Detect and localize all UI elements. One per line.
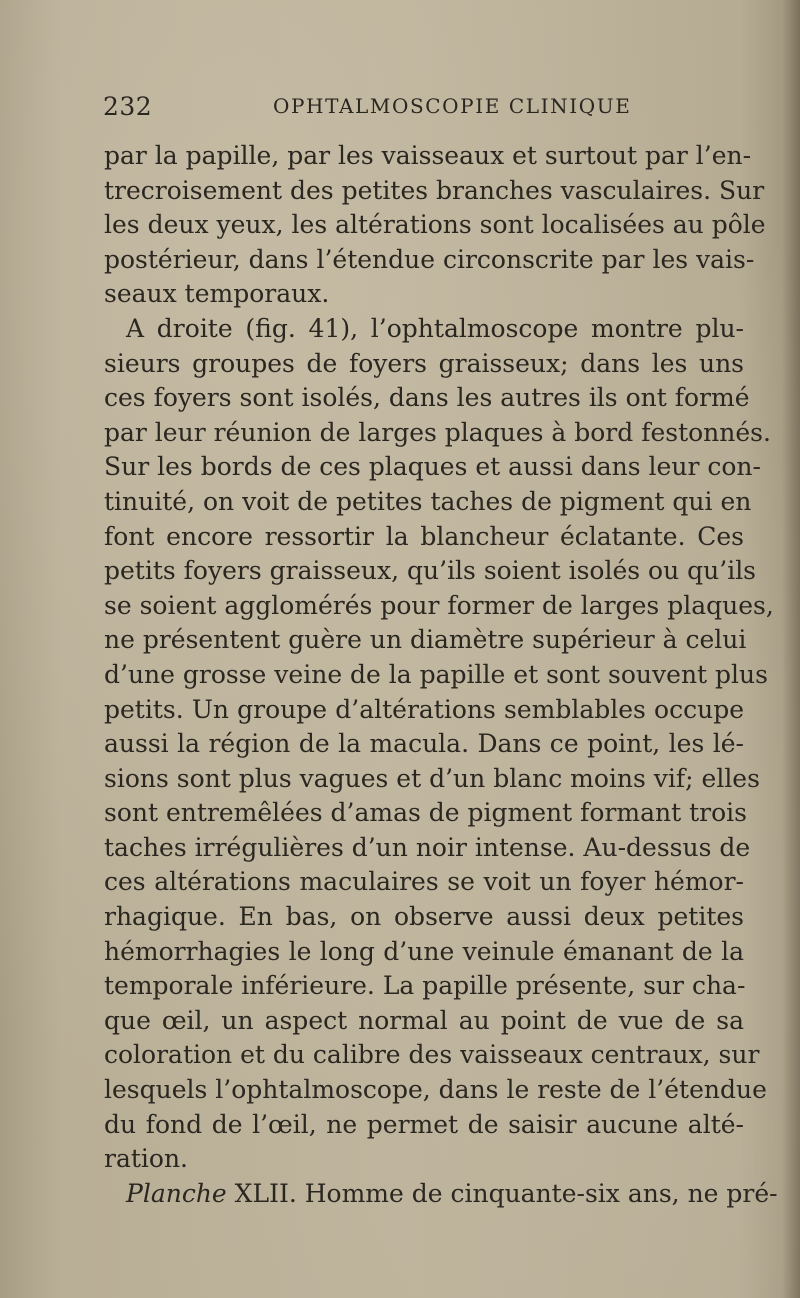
text-line: ces altérations maculaires se voit un foyer hémor-: [104, 867, 744, 897]
text-line: seaux temporaux.: [104, 279, 330, 309]
text-line: ces foyers sont isolés, dans les autres ils ont formé: [104, 383, 750, 413]
text-line: petits foyers graisseux, qu’ils soient isolés ou qu’ils: [104, 556, 757, 586]
text-line: Sur les bords de ces plaques et aussi dans leur con-: [104, 452, 761, 482]
text-line: coloration et du calibre des vaisseaux centraux, sur: [104, 1040, 760, 1070]
running-title: OPHTALMOSCOPIE CLINIQUE: [273, 94, 632, 118]
text-line: sions sont plus vagues et d’un blanc moins vif; elles: [104, 763, 760, 793]
text-line: font encore ressortir la blancheur éclatante. Ces: [104, 521, 744, 551]
text-line: petits. Un groupe d’altérations semblables occupe: [104, 694, 744, 724]
text-line: se soient agglomérés pour former de larges plaques,: [104, 590, 774, 620]
text-line: A droite (fig. 41), l’ophtalmoscope montre plu-: [126, 313, 744, 343]
text-line: d’une grosse veine de la papille et sont souvent plus: [104, 659, 768, 689]
text-line-final: [104, 1177, 778, 1212]
text-line: que œil, un aspect normal au point de vue de sa: [104, 1005, 744, 1035]
text-line: rhagique. En bas, on observe aussi deux petites: [104, 902, 744, 932]
text-line: taches irrégulières d’un noir intense. Au-dessus de: [104, 832, 751, 862]
text-line: temporale inférieure. La papille présente, sur cha-: [104, 971, 746, 1001]
text-line: hémorrhagies le long d’une veinule émanant de la: [104, 936, 744, 966]
text-line: par leur réunion de larges plaques à bord festonnés.: [104, 417, 771, 447]
text-line: ne présentent guère un diamètre supérieur à celui: [104, 625, 747, 655]
text-line: postérieur, dans l’étendue circonscrite par les vais-: [104, 244, 755, 274]
page-header: [103, 92, 743, 132]
text-line: par la papille, par les vaisseaux et surtout par l’en-: [104, 141, 752, 170]
text-line: lesquels l’ophtalmoscope, dans le reste de l’étendue: [104, 1075, 767, 1105]
plate-text: XLII. Homme de cinquante-six ans, ne pré-: [226, 1178, 778, 1208]
text-line: trecroisement des petites branches vasculaires. Sur: [104, 175, 765, 205]
page-number: 232: [103, 92, 153, 121]
text-line: sieurs groupes de foyers graisseux; dans les uns: [104, 348, 744, 378]
text-line: ration.: [104, 1144, 188, 1174]
text-line: aussi la région de la macula. Dans ce point, les lé-: [104, 729, 744, 759]
text-line: les deux yeux, les altérations sont localisées au pôle: [104, 210, 766, 240]
text-line: du fond de l’œil, ne permet de saisir aucune alté-: [104, 1109, 744, 1139]
text-line: tinuité, on voit de petites taches de pigment qui en: [104, 486, 752, 516]
body-text: [104, 139, 778, 1211]
text-line: sont entremêlées d’amas de pigment formant trois: [104, 798, 747, 828]
plate-label: Planche: [126, 1178, 227, 1208]
